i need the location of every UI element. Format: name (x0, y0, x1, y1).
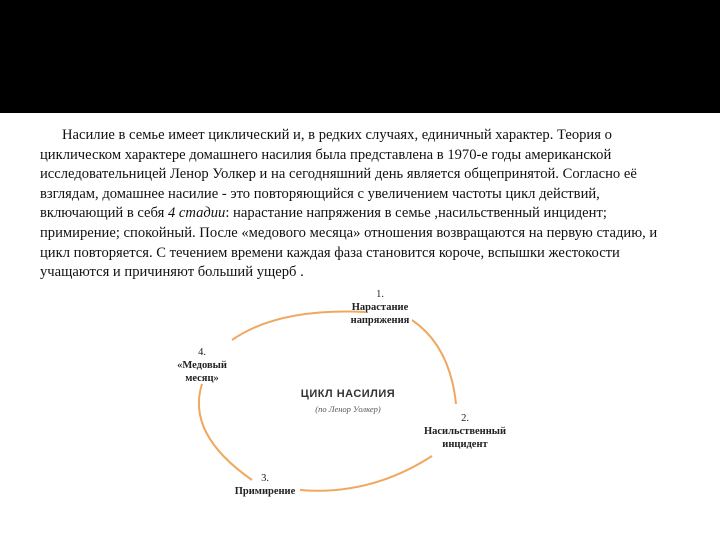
paragraph-text-part2: : нарастание напряжения в семье ,насильственный инцидент; примирение; спокойный. После «медового месяца» отношения возвращаются на первую стадию, и цикл повторяется. С течением времени каждая фаза становится короче, вспышки жестокости учащаются и причиняют больший ущерб . (40, 205, 658, 281)
stage-2 (415, 412, 515, 451)
stage-4-number: 4. (198, 347, 206, 358)
stage-2-number: 2. (461, 413, 469, 424)
stage-3-label-line1: Примирение (234, 486, 296, 497)
header-band (0, 0, 720, 113)
stage-4-label-line2: месяц» (185, 373, 219, 384)
diagram-title: ЦИКЛ НАСИЛИЯ (300, 388, 396, 400)
stage-3 (225, 472, 305, 498)
stage-1-number: 1. (376, 289, 384, 300)
main-paragraph (40, 126, 685, 283)
stage-2-label-line2: инцидент (442, 439, 488, 450)
stage-1-label-line2: напряжения (350, 315, 410, 326)
paragraph-text-part1: Насилие в семье имеет циклический и, в редких случаях, единичный характер. Теория о циклическом характере домашнего насилия была представлена в 1970-е годы американской исследовательницей Ленор Уолкер и на сегодняшний день является общепринятой. Согласно её взглядам, домашнее насилие - это повторяющийся с увеличением частоты цикл действий, включающий в себя (40, 127, 637, 222)
stage-1-label-line1: Нарастание (351, 302, 409, 313)
stage-1 (340, 288, 420, 327)
diagram-subtitle: (по Ленор Уолкер) (315, 404, 381, 414)
stage-4-label-line1: «Медовый (177, 360, 227, 371)
arc-bottom-left (199, 384, 252, 480)
arc-bottom-right (300, 456, 432, 491)
stage-3-number: 3. (261, 473, 269, 484)
paragraph-emphasis: 4 стадии (167, 205, 226, 222)
stage-2-label-line1: Насильственный (423, 426, 507, 437)
arc-right (412, 320, 456, 404)
violence-cycle-diagram (150, 284, 550, 540)
stage-4 (162, 346, 242, 385)
